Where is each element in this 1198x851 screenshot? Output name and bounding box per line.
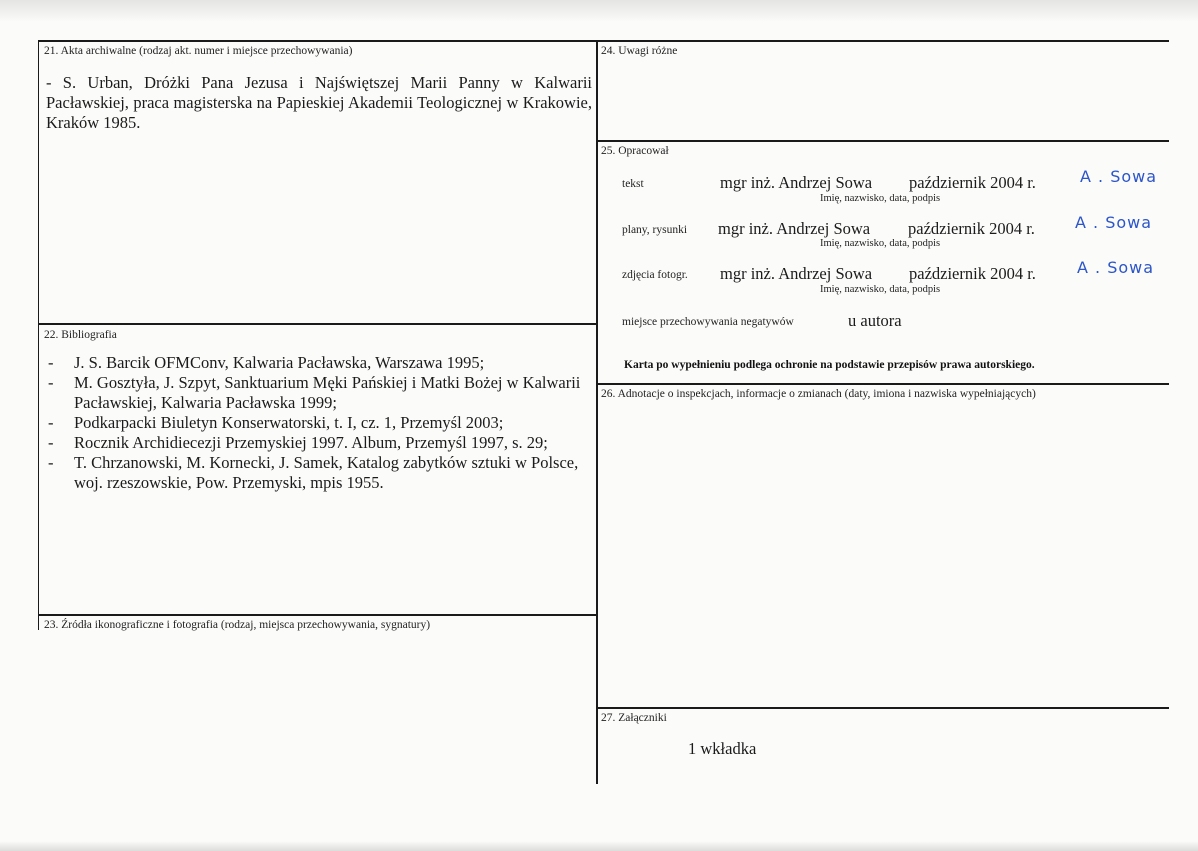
author-name: mgr inż. Andrzej Sowa [720, 264, 873, 283]
bibliography-list [46, 353, 586, 493]
section-25-label: 25. Opracował [601, 145, 669, 157]
signature-caption: Imię, nazwisko, data, podpis [820, 238, 941, 249]
author-row-label: tekst [622, 178, 644, 190]
bibliography-item-text: Podkarpacki Biuletyn Konserwatorski, t. I, cz. 1, Przemyśl 2003; [74, 413, 504, 432]
rule-22 [38, 323, 597, 325]
rule-27 [596, 707, 1169, 709]
handwritten-signature: A . Sowa [1077, 258, 1155, 277]
handwritten-signature: A . Sowa [1080, 167, 1158, 186]
handwritten-signature: A . Sowa [1075, 213, 1153, 232]
bibliography-item [46, 433, 586, 453]
left-border [38, 40, 39, 630]
list-dash: - [48, 433, 54, 452]
section-23-label: 23. Źródła ikonograficzne i fotografia (rodzaj, miejsca przechowywania, sygnatury) [44, 619, 431, 631]
negatives-label: miejsce przechowywania negatywów [622, 316, 794, 328]
author-date: październik 2004 r. [908, 219, 1035, 238]
scan-edge-top [0, 0, 1198, 22]
rule-23 [38, 614, 597, 616]
signature-caption: Imię, nazwisko, data, podpis [820, 193, 941, 204]
list-dash: - [48, 373, 54, 392]
section-22-label: 22. Bibliografia [44, 329, 117, 341]
top-rule [38, 40, 1169, 42]
author-row-label: plany, rysunki [622, 224, 688, 236]
list-dash: - [48, 413, 54, 432]
rule-26 [596, 383, 1169, 385]
section-21-archival-text: - S. Urban, Dróżki Pana Jezusa i Najświętszej Marii Panny w Kalwarii Pacławskiej, praca magisterska na Papieskiej Akademii Teologicznej w Krakowie, Kraków 1985. [46, 73, 592, 132]
author-date: październik 2004 r. [909, 173, 1036, 192]
scan-edge-bottom [0, 841, 1198, 851]
section-24-label: 24. Uwagi różne [601, 45, 678, 57]
bibliography-item [46, 453, 586, 493]
bibliography-item-text: T. Chrzanowski, M. Kornecki, J. Samek, Katalog zabytków sztuki w Polsce, woj. rzeszowskie, Pow. Przemyski, mpis 1955. [74, 453, 579, 492]
list-dash: - [48, 353, 54, 372]
author-name: mgr inż. Andrzej Sowa [720, 173, 873, 192]
author-name: mgr inż. Andrzej Sowa [718, 219, 871, 238]
author-date: październik 2004 r. [909, 264, 1036, 283]
center-divider [596, 40, 598, 784]
attachments-value: 1 wkładka [688, 739, 757, 758]
list-dash: - [48, 453, 54, 472]
copyright-note: Karta po wypełnieniu podlega ochronie na podstawie przepisów prawa autorskiego. [624, 359, 1035, 371]
bibliography-item-text: Rocznik Archidiecezji Przemyskiej 1997. Album, Przemyśl 1997, s. 29; [74, 433, 548, 452]
negatives-value: u autora [848, 311, 902, 330]
bibliography-item-text: M. Gosztyła, J. Szpyt, Sanktuarium Męki Pańskiej i Matki Bożej w Kalwarii Pacławskiej, Kalwaria Pacławska 1999; [74, 373, 581, 412]
section-27-label: 27. Załączniki [601, 712, 667, 724]
bibliography-item [46, 353, 586, 373]
bibliography-item-text: J. S. Barcik OFMConv, Kalwaria Pacławska, Warszawa 1995; [74, 353, 485, 372]
bibliography-item [46, 413, 586, 433]
section-26-label: 26. Adnotacje o inspekcjach, informacje o zmianach (daty, imiona i nazwiska wypełniających) [601, 388, 1036, 400]
author-row-label: zdjęcia fotogr. [622, 269, 688, 281]
signature-caption: Imię, nazwisko, data, podpis [820, 284, 941, 295]
bibliography-item [46, 373, 586, 413]
section-21-label: 21. Akta archiwalne (rodzaj akt. numer i miejsce przechowywania) [44, 45, 353, 57]
rule-25 [596, 140, 1169, 142]
